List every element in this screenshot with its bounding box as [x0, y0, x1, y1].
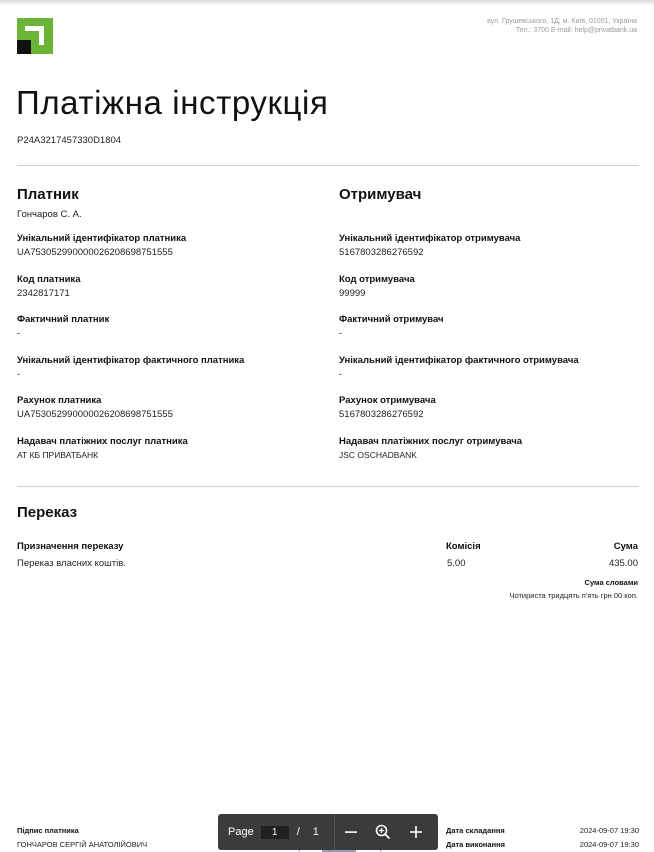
field-value: UA753052990000026208698751555 — [17, 247, 173, 258]
top-shadow — [0, 0, 654, 6]
plus-icon — [409, 825, 423, 839]
field-label: Унікальний ідентифікатор фактичного отримувача — [339, 354, 579, 366]
bank-address — [487, 17, 637, 35]
recipient-heading: Отримувач — [339, 186, 422, 203]
amount-value: 435.00 — [608, 558, 638, 569]
page-number-input[interactable] — [261, 826, 289, 839]
signature-label: Підпис платника — [17, 826, 79, 835]
payer-field — [17, 313, 317, 347]
field-label: Фактичний отримувач — [339, 314, 444, 325]
created-date-value: 2024-09-07 19:30 — [579, 826, 639, 835]
contact-line: Тел.: 3700 E-mail: help@privatbank.ua — [515, 27, 637, 34]
zoom-in-icon — [375, 824, 391, 840]
commission-label: Комісія — [446, 541, 481, 552]
payer-heading: Платник — [17, 186, 79, 203]
zoom-fit-button[interactable] — [371, 820, 395, 844]
recipient-field — [339, 435, 639, 469]
address-line: вул. Грушевського, 1Д, м. Київ, 01001, Україна — [487, 18, 637, 25]
amount-words-label: Сума словами — [584, 578, 638, 587]
executed-date-value: 2024-09-07 19:30 — [579, 840, 639, 849]
field-value: 5167803286276592 — [339, 409, 424, 420]
purpose-label: Призначення переказу — [17, 541, 124, 552]
field-value: - — [339, 368, 343, 380]
minus-icon — [344, 825, 358, 839]
zoom-out-button[interactable] — [339, 820, 363, 844]
field-value: - — [17, 328, 21, 339]
transfer-heading: Переказ — [17, 504, 78, 521]
field-label: Унікальний ідентифікатор отримувача — [339, 233, 521, 244]
field-label: Унікальний ідентифікатор платника — [17, 233, 187, 244]
payer-field — [17, 394, 317, 428]
amount-words-value: Чотириста тридцять п'ять грн 00 коп. — [509, 591, 638, 600]
recipient-field — [339, 313, 639, 347]
divider — [17, 165, 639, 166]
recipient-field — [339, 354, 639, 388]
created-date-label: Дата складання — [446, 826, 505, 835]
page-separator: / — [296, 826, 300, 838]
recipient-section — [339, 185, 639, 468]
field-value: 2342817171 — [17, 287, 70, 299]
field-value: АТ КБ ПРИВАТБАНК — [17, 449, 99, 460]
field-label: Унікальний ідентифікатор фактичного платника — [17, 354, 245, 366]
field-value: - — [17, 368, 21, 380]
pdf-page-toolbar — [218, 814, 438, 850]
field-label: Надавач платіжних послуг платника — [17, 435, 188, 447]
field-label: Код отримувача — [339, 273, 415, 285]
page-title: Платіжна інструкція — [16, 84, 329, 121]
divider — [17, 486, 639, 487]
field-value: - — [339, 328, 343, 339]
field-label: Код платника — [17, 273, 81, 285]
privatbank-logo — [17, 18, 53, 54]
field-value: JSC OSCHADBANK — [339, 449, 417, 460]
payer-section — [17, 185, 317, 468]
field-value: UA753052990000026208698751555 — [17, 409, 173, 420]
amount-label: Сума — [613, 541, 638, 552]
payer-name: Гончаров С. А. — [17, 209, 82, 220]
page-label: Page — [228, 826, 254, 838]
payer-field — [17, 435, 317, 469]
field-label: Фактичний платник — [17, 314, 110, 325]
signature-name: ГОНЧАРОВ СЕРГІЙ АНАТОЛІЙОВИЧ — [17, 840, 148, 849]
field-label: Рахунок платника — [17, 395, 102, 406]
payer-field — [17, 273, 317, 307]
payer-field — [17, 354, 317, 388]
field-value: 5167803286276592 — [339, 247, 424, 258]
purpose-value: Переказ власних коштів. — [17, 558, 126, 569]
recipient-name-spacer — [339, 208, 639, 222]
document-id: P24A3217457330D1804 — [17, 135, 122, 146]
commission-value: 5.00 — [447, 558, 466, 569]
field-label: Надавач платіжних послуг отримувача — [339, 435, 523, 447]
payer-field — [17, 232, 317, 266]
field-value: 99999 — [339, 287, 366, 299]
total-pages: 1 — [312, 826, 319, 838]
zoom-in-button[interactable] — [404, 820, 428, 844]
recipient-field — [339, 394, 639, 428]
toolbar-divider — [334, 814, 335, 850]
field-label: Рахунок отримувача — [339, 395, 436, 406]
executed-date-label: Дата виконання — [446, 840, 506, 849]
recipient-field — [339, 273, 639, 307]
recipient-field — [339, 232, 639, 266]
